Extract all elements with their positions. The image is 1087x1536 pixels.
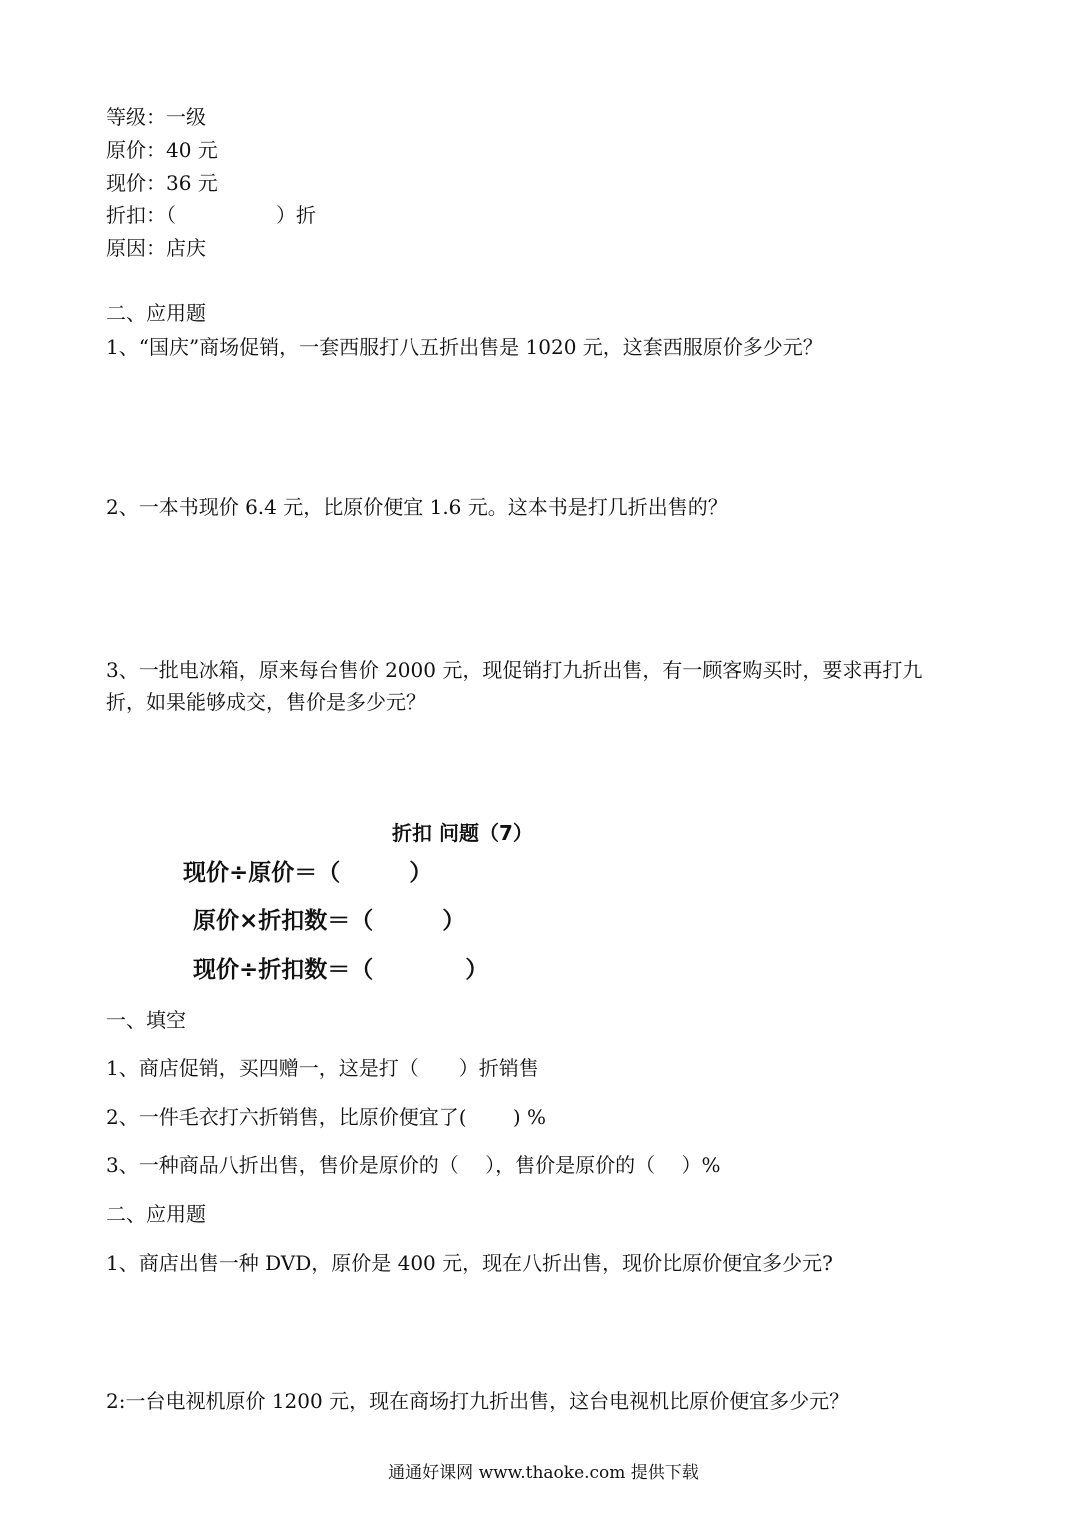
formula-2: 原价×折扣数＝（ ） bbox=[193, 908, 466, 934]
grade-line: 等级：一级 bbox=[106, 105, 206, 129]
question-3-line-1: 3、一批电冰箱，原来每台售价 2000 元，现促销打九折出售，有一顾客购买时，要求再打九 bbox=[106, 658, 923, 682]
fill-question-1: 1、商店促销，买四赠一，这是打（ ）折销售 bbox=[106, 1056, 539, 1080]
original-price-line: 原价：40 元 bbox=[106, 138, 218, 162]
discount-line: 折扣：（ ）折 bbox=[106, 203, 316, 227]
question-3-line-2: 折，如果能够成交，售价是多少元？ bbox=[106, 690, 426, 714]
fill-question-3: 3、一种商品八折出售，售价是原价的（ ），售价是原价的（ ）% bbox=[106, 1153, 721, 1177]
reason-line: 原因：店庆 bbox=[106, 236, 206, 260]
apply-question-2: 2:一台电视机原价 1200 元，现在商场打九折出售，这台电视机比原价便宜多少元？ bbox=[106, 1389, 850, 1413]
formula-3: 现价÷折扣数＝（ ） bbox=[193, 957, 489, 983]
lesson-title: 折扣 问题（7） bbox=[392, 821, 533, 845]
question-1: 1、“国庆”商场促销，一套西服打八五折出售是 1020 元，这套西服原价多少元？ bbox=[106, 335, 823, 359]
apply-question-1: 1、商店出售一种 DVD，原价是 400 元，现在八折出售，现价比原价便宜多少元? bbox=[106, 1251, 833, 1275]
formula-1: 现价÷原价＝（ ） bbox=[183, 860, 433, 886]
section-heading-application-2: 二、应用题 bbox=[106, 1202, 206, 1226]
section-heading-fill: 一、填空 bbox=[106, 1008, 186, 1032]
section-heading-application: 二、应用题 bbox=[106, 301, 206, 325]
current-price-line: 现价：36 元 bbox=[106, 171, 218, 195]
footer-text: 通通好课网 www.thaoke.com 提供下载 bbox=[388, 1463, 699, 1483]
question-2: 2、一本书现价 6.4 元，比原价便宜 1.6 元。这本书是打几折出售的？ bbox=[106, 495, 728, 519]
fill-question-2: 2、一件毛衣打六折销售，比原价便宜了( ) % bbox=[106, 1105, 547, 1129]
